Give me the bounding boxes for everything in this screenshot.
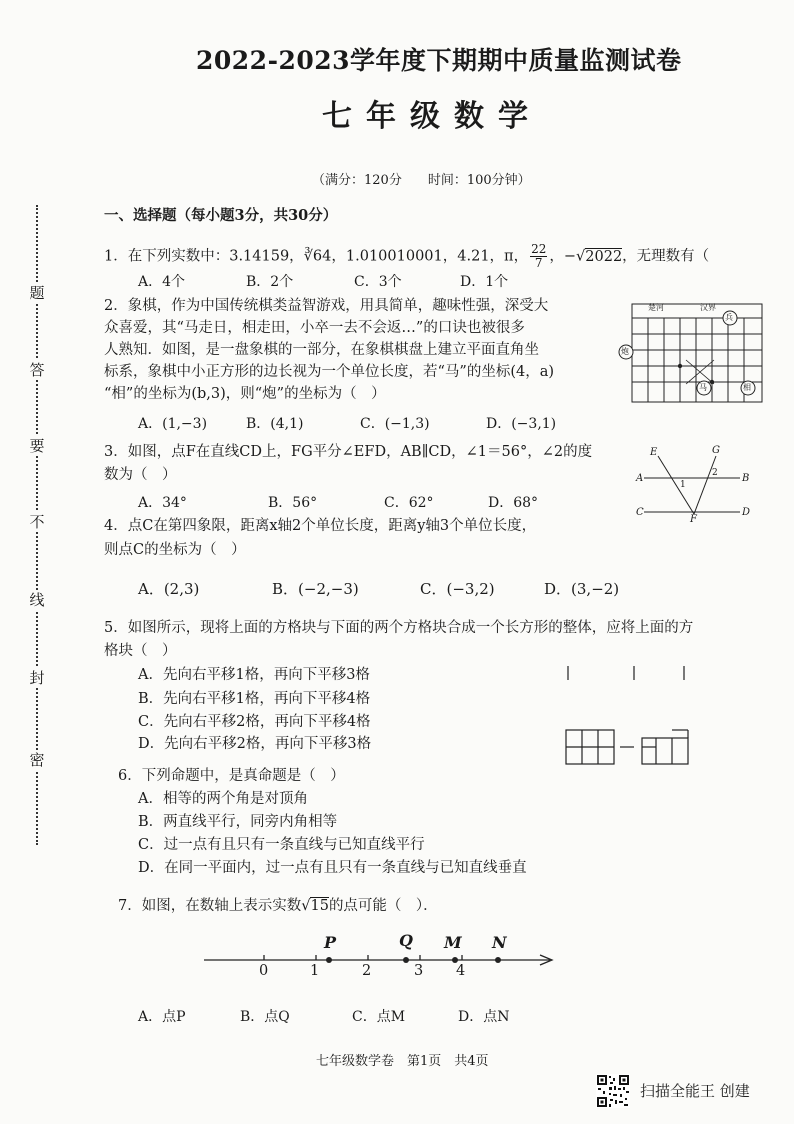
exam-meta: （满分：120分 时间：100分钟） — [312, 173, 531, 188]
option: B．点Q — [240, 1009, 290, 1025]
chess-piece-bing: 兵 — [725, 313, 733, 322]
fraction-numerator: 22 — [531, 242, 547, 256]
option: B．56° — [268, 495, 318, 511]
seal-char: 题 — [27, 283, 47, 303]
question-1-stem — [104, 243, 709, 270]
tick-label: 0 — [259, 963, 269, 979]
sqrt-expr: √2022 — [576, 248, 623, 265]
fraction — [530, 243, 547, 270]
option: D．先向右平移2格，再向下平移3格 — [138, 736, 372, 752]
sqrt-radicand: 15 — [310, 898, 329, 914]
question-2-line: 标系，象棋中小正方形的边长视为一个单位长度，若“马”的坐标(4，a) — [104, 364, 555, 380]
chess-board-svg — [618, 300, 768, 410]
point-label: M — [444, 933, 462, 952]
option: A．34° — [138, 495, 187, 511]
q1-text-b: ，1.010010001，4.21，π， — [331, 248, 529, 265]
chess-piece-pao: 炮 — [621, 347, 629, 356]
question-7-stem — [118, 897, 438, 915]
option: D．点N — [458, 1009, 510, 1025]
q1-text-c: ，− — [549, 248, 577, 265]
point-label: B — [742, 473, 750, 484]
option: B．两直线平行，同旁内角相等 — [138, 814, 338, 830]
option: D．(3,−2) — [544, 580, 620, 598]
scanner-watermark: 扫描全能王 创建 — [640, 1082, 750, 1100]
fraction-denominator: 7 — [534, 256, 543, 270]
option: A．(2,3) — [138, 580, 200, 598]
question-2-line: 2．象棋，作为中国传统棋类益智游戏，用具简单，趣味性强，深受大 — [104, 298, 549, 314]
option: C．62° — [384, 495, 434, 511]
exam-title: 2022-2023学年度下期期中质量监测试卷 — [196, 46, 682, 75]
number-line-figure — [200, 928, 560, 988]
seal-char: 答 — [27, 360, 47, 380]
seal-char: 要 — [27, 436, 47, 456]
chess-piece-xiang: 相 — [743, 383, 751, 392]
option: C．(−3,2) — [420, 580, 495, 598]
qr-code-icon — [596, 1074, 630, 1108]
option: C．3个 — [354, 274, 402, 290]
chess-board-figure — [618, 300, 768, 410]
subject-title: 七年级数学 — [322, 99, 542, 134]
seal-char: 线 — [27, 590, 47, 610]
sqrt-radicand: 2022 — [585, 248, 623, 265]
q1-text-d: ，无理数有（ — [622, 248, 710, 265]
grid-blocks-figure — [556, 660, 696, 770]
option: D．在同一平面内，过一点有且只有一条直线与已知直线垂直 — [138, 860, 527, 876]
option: B．先向右平移1格，再向下平移4格 — [138, 691, 371, 707]
option: C．(−1,3) — [360, 416, 430, 432]
tick-label: 2 — [362, 963, 372, 979]
tick-label: 3 — [414, 963, 424, 979]
option: A．先向右平移1格，再向下平移3格 — [138, 667, 370, 683]
seal-char: 密 — [27, 750, 47, 770]
qr-code-svg — [596, 1074, 630, 1108]
point-label: F — [690, 514, 697, 525]
board-river-label: 汉界 — [700, 303, 716, 312]
question-6-stem: 6．下列命题中，是真命题是（ ） — [118, 768, 345, 784]
question-2-line: 人熟知．如图，是一盘象棋的一部分，在象棋棋盘上建立平面直角坐 — [104, 342, 539, 358]
sqrt-expr: √15 — [301, 898, 329, 914]
seal-char: 不 — [27, 512, 47, 532]
point-label: P — [324, 933, 337, 952]
option: D．68° — [488, 495, 539, 511]
seal-char: 封 — [27, 668, 47, 688]
chess-piece-ma: 马 — [699, 383, 707, 392]
option: A．点P — [138, 1009, 186, 1025]
option: B．(4,1) — [246, 416, 304, 432]
option: D．1个 — [460, 274, 509, 290]
angle-label: 2 — [712, 468, 718, 478]
point-label: G — [712, 445, 720, 456]
option: A．4个 — [138, 274, 186, 290]
point-label: A — [636, 473, 644, 484]
grid-blocks-svg — [556, 660, 696, 770]
q1-text-a: 1．在下列实数中：3.14159， — [104, 248, 304, 265]
option: C．点M — [352, 1009, 406, 1025]
option: A．相等的两个角是对顶角 — [138, 791, 308, 807]
question-2-line: “相”的坐标为(b,3)，则“炮”的坐标为（ ） — [104, 386, 386, 402]
option: B．(−2,−3) — [272, 580, 359, 598]
option: C．过一点有且只有一条直线与已知直线平行 — [138, 837, 425, 853]
option: C．先向右平移2格，再向下平移4格 — [138, 714, 371, 730]
tick-label: 4 — [456, 963, 466, 979]
option: A．(1,−3) — [138, 416, 208, 432]
parallel-lines-figure — [636, 442, 756, 524]
question-3-line: 3．如图，点F在直线CD上，FG平分∠EFD，AB∥CD，∠1＝56°，∠2的度 — [104, 444, 593, 460]
option: B．2个 — [246, 274, 294, 290]
point-label: D — [742, 507, 751, 518]
page-footer: 七年级数学卷 第1页 共4页 — [316, 1054, 489, 1069]
point-label: N — [492, 933, 507, 952]
section-heading: 一、选择题（每小题3分，共30分） — [104, 207, 338, 224]
angle-label: 1 — [680, 480, 686, 490]
question-2-line: 众喜爱，其“马走日，相走田，小卒一去不会返…”的口诀也被很多 — [104, 320, 525, 336]
question-5-line: 5．如图所示，现将上面的方格块与下面的两个方格块合成一个长方形的整体，应将上面的方 — [104, 620, 694, 636]
question-4-line: 则点C的坐标为（ ） — [104, 542, 246, 558]
point-label: C — [636, 507, 644, 518]
option: D．(−3,1) — [486, 416, 557, 432]
tick-label: 1 — [310, 963, 320, 979]
point-label: E — [650, 447, 658, 458]
question-3-line: 数为（ ） — [104, 467, 177, 483]
question-4-line: 4．点C在第四象限，距离x轴2个单位长度，距离y轴3个单位长度， — [104, 518, 537, 534]
q7-text-b: 的点可能（ ）． — [328, 898, 438, 914]
q7-text-a: 7．如图，在数轴上表示实数 — [118, 898, 302, 914]
point-label: Q — [399, 931, 413, 950]
cube-root-expr: ∛64 — [303, 248, 332, 265]
question-5-line: 格块（ ） — [104, 643, 177, 659]
board-river-label: 楚河 — [648, 303, 664, 312]
